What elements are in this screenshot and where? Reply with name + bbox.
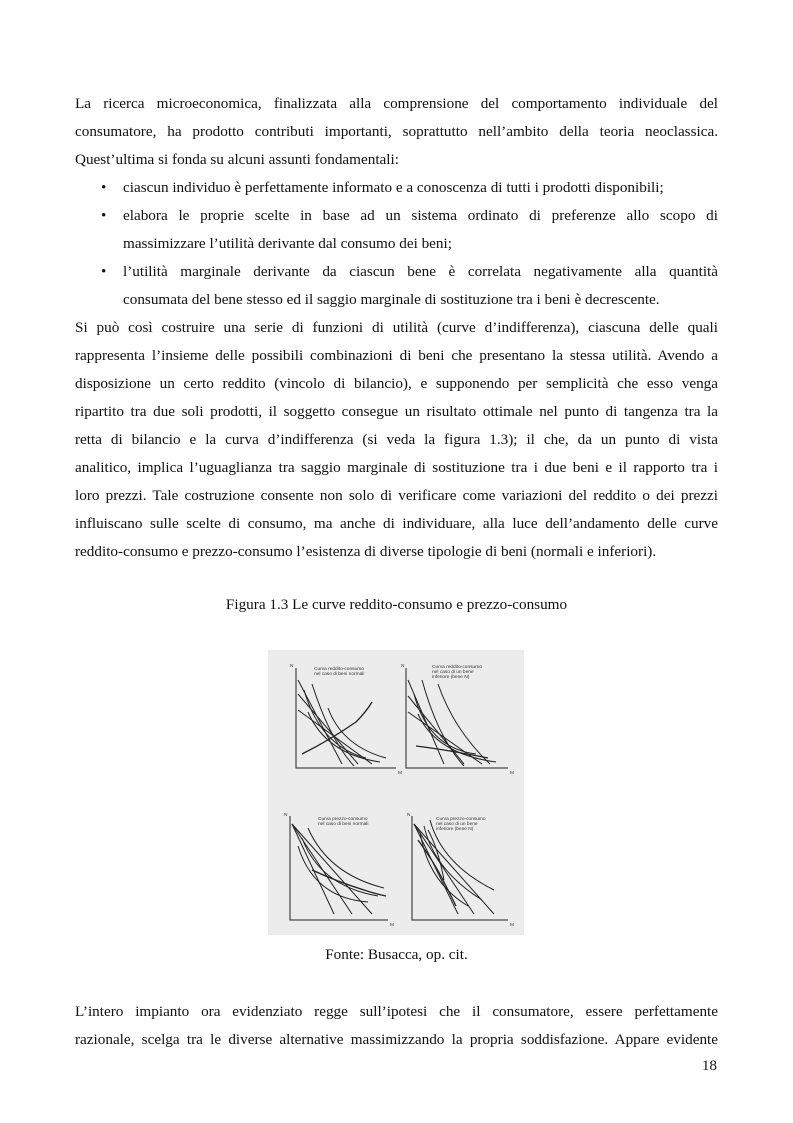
axis-label-y: N: [401, 664, 405, 669]
text-line: razionale, scelga tra le diverse alternative massimizzando la propria soddisfazione. Appare evidente: [75, 1031, 718, 1048]
text-line: consumatore, ha prodotto contributi importanti, soprattutto nell’ambito della teoria neoclassica.: [75, 123, 718, 140]
page-number: 18: [701, 1057, 717, 1074]
panel-price-normal: [290, 816, 388, 920]
text-line: ripartito tra due soli prodotti, il soggetto consegue un risultato ottimale nel punto di tangenza tra la: [75, 403, 718, 420]
indifference-curves-diagram: [268, 650, 524, 935]
text-line: l’utilità marginale derivante da ciascun bene è correlata negativamente alla quantità: [123, 263, 718, 280]
panel-income-inferior: [406, 668, 508, 768]
text-line: disposizione un certo reddito (vincolo di bilancio), e supponendo per semplicità che esso venga: [75, 375, 718, 392]
panel-label: Curva prezzo-consumo: [436, 817, 486, 822]
text-line: analitico, implica l’uguaglianza tra saggio marginale di sostituzione tra i due beni e il rapporto tra i: [75, 459, 718, 476]
panel-label: nel caso di beni normali: [314, 672, 365, 677]
bullet-icon: •: [101, 263, 107, 280]
axis-label-x: M: [510, 923, 514, 928]
text-line: elabora le proprie scelte in base ad un sistema ordinato di preferenze allo scopo di: [123, 207, 718, 224]
panel-label: nel caso di beni normali: [318, 822, 369, 827]
panel-label: Curva reddito-consumo: [432, 665, 482, 670]
list-item: [75, 258, 718, 314]
axis-label-x: M: [510, 771, 514, 776]
text-line: reddito-consumo e prezzo-consumo l’esistenza di diverse tipologie di beni (normali e inferiori).: [75, 543, 657, 560]
text-line: La ricerca microeconomica, finalizzata alla comprensione del comportamento individuale del: [75, 95, 718, 112]
paragraph-rationality: [75, 998, 718, 1054]
assumptions-list: [75, 174, 718, 314]
panel-income-normal: [296, 668, 396, 768]
list-item: [75, 202, 718, 258]
panel-label: Curva prezzo-consumo: [318, 817, 368, 822]
axis-label-x: M: [390, 923, 394, 928]
bullet-icon: •: [101, 207, 107, 224]
paragraph-intro: [75, 90, 718, 174]
text-line: massimizzare l’utilità derivante dal consumo dei beni;: [123, 235, 452, 252]
axis-label-y: N: [407, 813, 411, 818]
text-line: ciascun individuo è perfettamente informato e a conoscenza di tutti i prodotti disponibili;: [123, 179, 664, 196]
text-line: retta di bilancio e la curva d’indifferenza (si veda la figura 1.3); il che, da un punto di vista: [75, 431, 718, 448]
text-line: L’intero impianto ora evidenziato regge sull’ipotesi che il consumatore, essere perfettamente: [75, 1003, 718, 1020]
panel-label: inferiore (bene N): [432, 675, 470, 680]
axis-label-y: N: [290, 664, 294, 669]
text-line: Quest’ultima si fonda su alcuni assunti fondamentali:: [75, 151, 399, 168]
text-line: loro prezzi. Tale costruzione consente non solo di verificare come variazioni del reddito o dei prezzi: [75, 487, 718, 504]
list-item: [75, 174, 718, 202]
text-line: rappresenta l’insieme delle possibili combinazioni di beni che presentano la stessa utilità. Avendo a: [75, 347, 718, 364]
bullet-icon: •: [101, 179, 107, 196]
paragraph-utility: [75, 314, 718, 566]
panel-label: inferiore (bene N): [436, 827, 474, 832]
figure-image: [268, 650, 524, 935]
axis-label-y: N: [284, 813, 288, 818]
panel-label: Curva reddito-consumo: [314, 667, 364, 672]
text-line: Si può così costruire una serie di funzioni di utilità (curve d’indifferenza), ciascuna delle quali: [75, 319, 718, 336]
panel-label: nel caso di un bene: [432, 670, 474, 675]
axis-label-x: M: [398, 771, 402, 776]
figure-title: Figura 1.3 Le curve reddito-consumo e prezzo-consumo: [225, 596, 568, 613]
panel-label: nel caso di un bene: [436, 822, 478, 827]
text-line: influiscano sulle scelte di consumo, ma anche di individuare, alla luce dell’andamento delle curve: [75, 515, 718, 532]
text-line: consumata del bene stesso ed il saggio marginale di sostituzione tra i beni è decrescente.: [123, 291, 660, 308]
figure-source: Fonte: Busacca, op. cit.: [325, 946, 468, 963]
